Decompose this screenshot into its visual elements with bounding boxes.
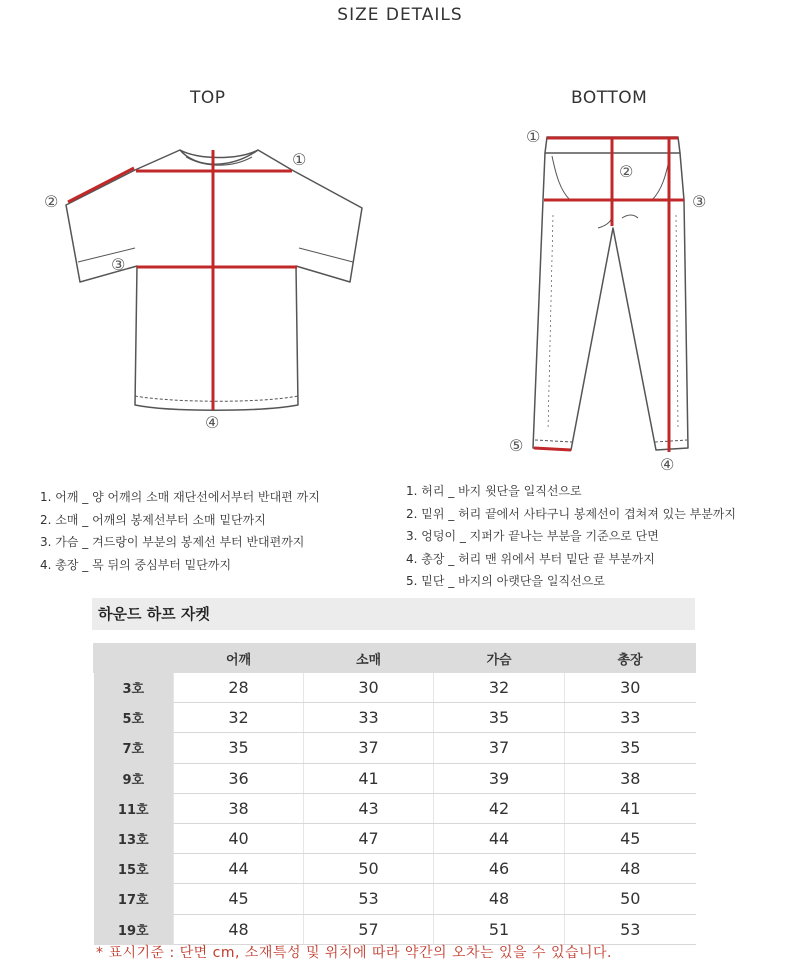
bottom-desc-item: 5. 밑단 _ 바지의 아랫단을 일직선으로 (406, 574, 605, 588)
measurement-cell: 32 (174, 703, 304, 733)
top-desc-item: 1. 어깨 _ 양 어깨의 소매 재단선에서부터 반대편 까지 (40, 490, 320, 504)
table-row (94, 854, 696, 884)
table-header-cell: 소매 (304, 644, 434, 673)
measurement-cell: 33 (565, 703, 696, 733)
bottom-label: BOTTOM (571, 88, 648, 108)
bottom-desc-item: 4. 총장 _ 허리 맨 위에서 부터 밑단 끝 부분까지 (406, 551, 655, 566)
bottom-desc-item: 2. 밑위 _ 허리 끝에서 사타구니 봉제선이 겹쳐져 있는 부분까지 (406, 506, 736, 521)
marker-length-bottom: ④ (660, 455, 675, 474)
measurement-cell: 33 (304, 703, 434, 733)
bottom-desc-item: 3. 엉덩이 _ 지퍼가 끝나는 부분을 기준으로 단면 (406, 529, 659, 543)
measurement-cell: 45 (565, 823, 696, 853)
size-label-cell: 19호 (94, 914, 174, 944)
measurement-note: * 표시기준 : 단면 cm, 소재특성 및 위치에 따라 약간의 오차는 있을 수 있습니다. (96, 945, 612, 961)
measurement-cell: 38 (565, 763, 696, 793)
table-header-cell: 총장 (565, 644, 696, 673)
measurement-cell: 47 (304, 823, 434, 853)
table-row (94, 733, 696, 763)
measurement-cell: 48 (174, 914, 304, 944)
measurement-cell: 50 (565, 884, 696, 914)
marker-hem: ⑤ (509, 436, 524, 455)
size-label-cell: 3호 (94, 673, 174, 703)
measurement-cell: 41 (565, 793, 696, 823)
measurement-cell: 44 (434, 823, 565, 853)
marker-chest: ③ (111, 255, 126, 274)
measurement-cell: 48 (434, 884, 565, 914)
top-description (40, 486, 320, 576)
measurement-cell: 44 (174, 854, 304, 884)
marker-length-top: ④ (205, 413, 220, 432)
measurement-cell: 57 (304, 914, 434, 944)
measurement-cell: 35 (565, 733, 696, 763)
measurement-cell: 30 (565, 673, 696, 703)
measurement-cell: 48 (565, 854, 696, 884)
table-header-cell: 가슴 (434, 644, 565, 673)
marker-rise: ② (619, 162, 634, 181)
table-row (94, 914, 696, 944)
marker-waist: ① (526, 127, 541, 146)
measurement-cell: 35 (174, 733, 304, 763)
top-desc-item: 2. 소매 _ 어깨의 봉제선부터 소매 밑단까지 (40, 512, 266, 527)
table-row (94, 884, 696, 914)
product-title: 하운드 하프 자켓 (92, 598, 695, 630)
table-row (94, 823, 696, 853)
measurement-cell: 32 (434, 673, 565, 703)
measurement-cell: 53 (304, 884, 434, 914)
top-label: TOP (190, 88, 226, 108)
page-title: SIZE DETAILS (337, 5, 463, 25)
measurement-cell: 46 (434, 854, 565, 884)
size-label-cell: 9호 (94, 763, 174, 793)
measurement-cell: 53 (565, 914, 696, 944)
marker-hip: ③ (692, 192, 707, 211)
table-header-cell: 어깨 (174, 644, 304, 673)
size-label-cell: 5호 (94, 703, 174, 733)
table-row (94, 793, 696, 823)
size-label-cell: 17호 (94, 884, 174, 914)
measurement-cell: 50 (304, 854, 434, 884)
measurement-cell: 28 (174, 673, 304, 703)
top-desc-item: 4. 총장 _ 목 뒤의 중심부터 밑단까지 (40, 557, 232, 572)
size-label-cell: 11호 (94, 793, 174, 823)
size-label-cell: 13호 (94, 823, 174, 853)
marker-sleeve: ② (44, 192, 59, 211)
measurement-cell: 37 (434, 733, 565, 763)
measurement-cell: 45 (174, 884, 304, 914)
measurement-cell: 35 (434, 703, 565, 733)
measurement-cell: 43 (304, 793, 434, 823)
table-header-cell (94, 644, 174, 673)
size-label-cell: 7호 (94, 733, 174, 763)
size-label-cell: 15호 (94, 854, 174, 884)
measurement-cell: 37 (304, 733, 434, 763)
table-header-row (94, 644, 696, 673)
measurement-cell: 30 (304, 673, 434, 703)
bottom-desc-item: 1. 허리 _ 바지 윗단을 일직선으로 (406, 484, 582, 498)
measurement-cell: 42 (434, 793, 565, 823)
table-row (94, 763, 696, 793)
table-row (94, 673, 696, 703)
measurement-cell: 38 (174, 793, 304, 823)
measurement-cell: 36 (174, 763, 304, 793)
marker-shoulder: ① (292, 150, 307, 169)
top-desc-item: 3. 가슴 _ 겨드랑이 부분의 봉제선 부터 반대편까지 (40, 535, 305, 549)
bottom-description (406, 480, 736, 593)
measurement-cell: 51 (434, 914, 565, 944)
size-table (93, 643, 696, 945)
measurement-cell: 39 (434, 763, 565, 793)
table-row (94, 703, 696, 733)
measurement-cell: 41 (304, 763, 434, 793)
measurement-cell: 40 (174, 823, 304, 853)
